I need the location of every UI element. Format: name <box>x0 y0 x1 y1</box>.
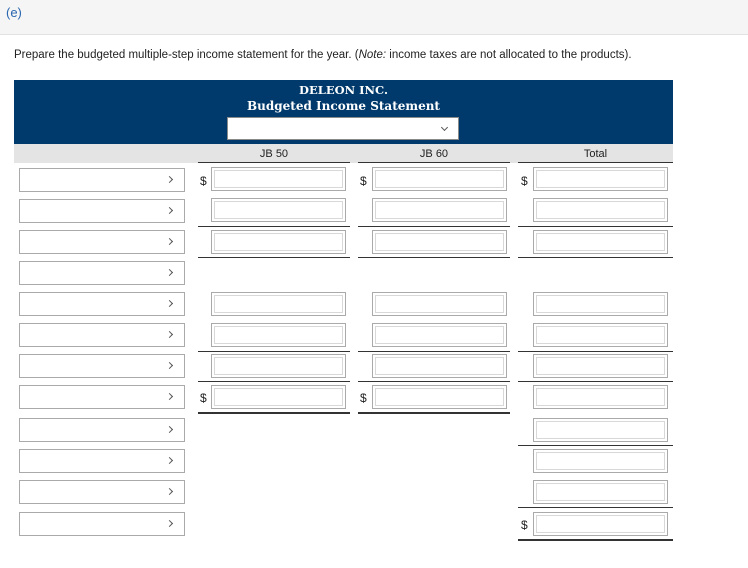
jb50-amount-input[interactable] <box>211 198 346 222</box>
jb50-amount-input[interactable] <box>211 385 346 409</box>
total-amount-input[interactable] <box>533 385 668 409</box>
total-amount-input[interactable] <box>533 167 668 191</box>
note-label: Note: <box>358 49 387 61</box>
chevron-right-icon <box>166 520 173 527</box>
total-amount-input[interactable] <box>533 354 668 378</box>
jb50-amount-input[interactable] <box>211 354 346 378</box>
total-amount-input[interactable] <box>533 198 668 222</box>
total-amount-input[interactable] <box>533 418 668 442</box>
chevron-right-icon <box>166 176 173 183</box>
note-text: income taxes are not allocated to the products). <box>386 49 632 61</box>
statement-title: Budgeted Income Statement <box>247 99 440 113</box>
row-label-select[interactable] <box>19 480 185 504</box>
total-amount-input[interactable] <box>533 449 668 473</box>
chevron-right-icon <box>166 238 173 245</box>
jb60-amount-input[interactable] <box>372 198 507 222</box>
subtotal-rule <box>518 257 673 258</box>
subtotal-rule <box>198 351 350 352</box>
subtotal-rule <box>198 226 350 227</box>
period-select[interactable] <box>227 117 459 140</box>
column-header-jb60: JB 60 <box>358 148 510 163</box>
subtotal-rule <box>518 226 673 227</box>
column-header-total: Total <box>518 148 673 163</box>
subtotal-rule <box>518 381 673 382</box>
jb50-amount-input[interactable] <box>211 292 346 316</box>
chevron-right-icon <box>166 393 173 400</box>
jb60-amount-input[interactable] <box>372 385 507 409</box>
statement-header <box>14 80 673 144</box>
currency-symbol: $ <box>521 518 528 532</box>
chevron-right-icon <box>166 300 173 307</box>
total-amount-input[interactable] <box>533 480 668 504</box>
row-label-select[interactable] <box>19 261 185 285</box>
row-label-select[interactable] <box>19 354 185 378</box>
row-label-select[interactable] <box>19 512 185 536</box>
chevron-right-icon <box>166 488 173 495</box>
chevron-right-icon <box>166 426 173 433</box>
row-label-select[interactable] <box>19 449 185 473</box>
total-amount-input[interactable] <box>533 512 668 536</box>
subtotal-rule <box>518 507 673 508</box>
currency-symbol: $ <box>200 174 207 188</box>
part-header-bar <box>0 0 748 35</box>
currency-symbol: $ <box>521 174 528 188</box>
row-label-select[interactable] <box>19 323 185 347</box>
subtotal-rule <box>198 257 350 258</box>
company-name: DELEON INC. <box>299 83 388 97</box>
subtotal-rule <box>358 226 510 227</box>
chevron-right-icon <box>166 269 173 276</box>
jb60-amount-input[interactable] <box>372 292 507 316</box>
instruction-text <box>14 49 632 61</box>
row-label-select[interactable] <box>19 418 185 442</box>
subtotal-rule <box>198 381 350 382</box>
subtotal-rule <box>518 445 673 446</box>
row-label-select[interactable] <box>19 168 185 192</box>
jb60-amount-input[interactable] <box>372 354 507 378</box>
total-double-rule <box>358 412 510 414</box>
subtotal-rule <box>518 351 673 352</box>
total-amount-input[interactable] <box>533 323 668 347</box>
total-amount-input[interactable] <box>533 230 668 254</box>
chevron-right-icon <box>166 362 173 369</box>
row-label-select[interactable] <box>19 385 185 409</box>
row-label-select[interactable] <box>19 199 185 223</box>
jb60-amount-input[interactable] <box>372 167 507 191</box>
currency-symbol: $ <box>200 391 207 405</box>
row-label-select[interactable] <box>19 292 185 316</box>
chevron-right-icon <box>166 207 173 214</box>
column-header-jb50: JB 50 <box>198 148 350 163</box>
instruction-main: Prepare the budgeted multiple-step income statement for the year. ( <box>14 49 359 61</box>
part-label: (e) <box>6 5 22 20</box>
subtotal-rule <box>358 381 510 382</box>
subtotal-rule <box>358 351 510 352</box>
subtotal-rule <box>358 257 510 258</box>
chevron-right-icon <box>166 457 173 464</box>
currency-symbol: $ <box>360 174 367 188</box>
currency-symbol: $ <box>360 391 367 405</box>
row-label-select[interactable] <box>19 230 185 254</box>
jb60-amount-input[interactable] <box>372 323 507 347</box>
chevron-down-icon <box>441 124 448 131</box>
chevron-right-icon <box>166 331 173 338</box>
total-amount-input[interactable] <box>533 292 668 316</box>
jb50-amount-input[interactable] <box>211 323 346 347</box>
jb60-amount-input[interactable] <box>372 230 507 254</box>
total-double-rule <box>198 412 350 414</box>
total-double-rule <box>518 539 673 541</box>
jb50-amount-input[interactable] <box>211 230 346 254</box>
jb50-amount-input[interactable] <box>211 167 346 191</box>
